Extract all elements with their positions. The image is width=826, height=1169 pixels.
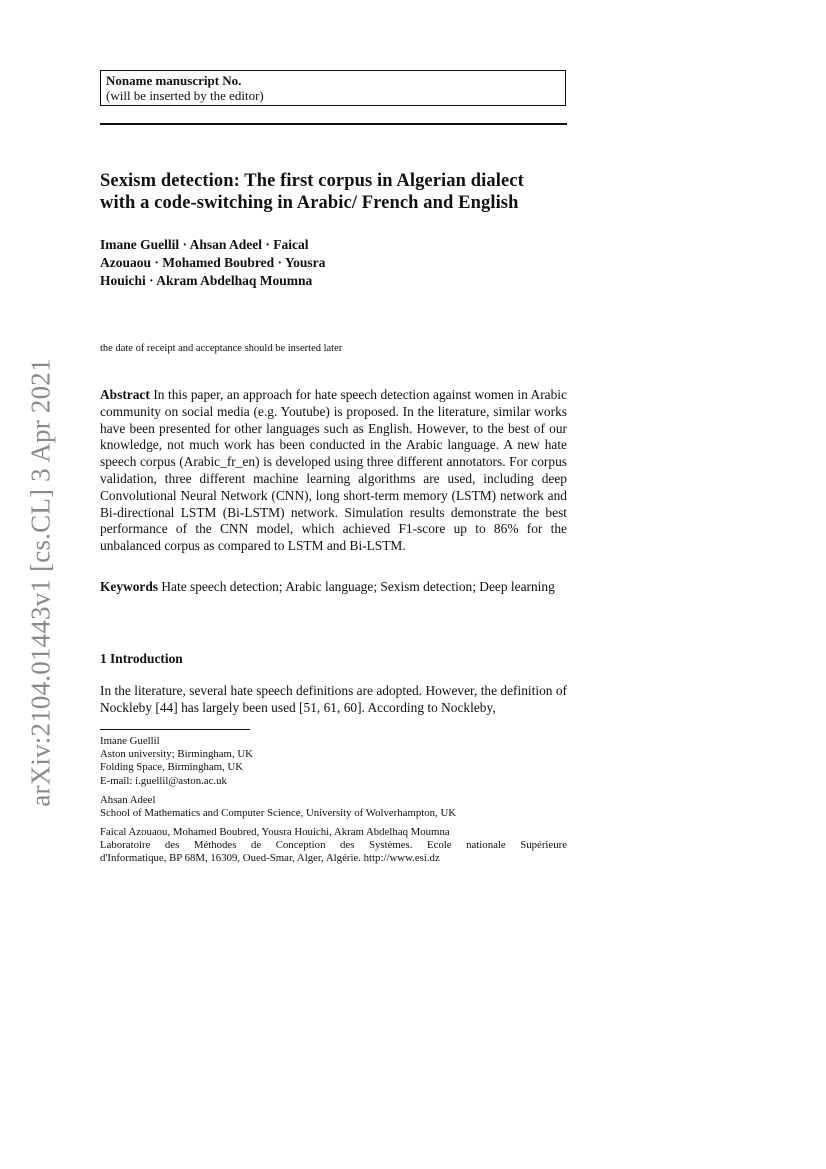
affiliation-1-email: E-mail: i.guellil@aston.ac.uk bbox=[100, 774, 227, 787]
affiliation-1-name: Imane Guellil bbox=[100, 735, 160, 747]
abstract-label: Abstract bbox=[100, 387, 150, 402]
authors-line-3: Houichi · Akram Abdelhaq Moumna bbox=[100, 273, 313, 288]
abstract-text: In this paper, an approach for hate speech detection against women in Arabic community on social media (e.g. Youtube) is proposed. In the literature, similar works have been presented for other languages such as English. However, to the best of our knowledge, not much work has been conducted in the Arabic language. A new hate speech corpus (Arabic_fr_en) is developed using three different annotators. For corpus validation, three different machine learning algorithms are used, including deep Convolutional Neural Network (CNN), long short-term memory (LSTM) network and Bi-directional LSTM (Bi-LSTM) network. Simulation results demonstrate the best performance of the CNN model, which achieved F1-score up to 86% for the unbalanced corpus as compared to LSTM and Bi-LSTM. bbox=[100, 387, 567, 554]
receipt-date-note: the date of receipt and acceptance should be inserted later bbox=[100, 343, 343, 354]
authors-line-2: Azouaou · Mohamed Boubred · Yousra bbox=[100, 255, 326, 270]
affiliation-3-line-2: Laboratoire des Méthodes de Conception des Systèmes. Ecole nationale Supérieure bbox=[100, 839, 567, 852]
title-line-2: with a code-switching in Arabic/ French and English bbox=[100, 193, 519, 213]
keywords-text: Hate speech detection; Arabic language; Sexism detection; Deep learning bbox=[161, 579, 555, 594]
abstract bbox=[100, 387, 567, 555]
author-list bbox=[100, 236, 570, 290]
affiliation-3-line-3: d'Informatique, BP 68M, 16309, Oued-Smar, Alger, Algérie. http://www.esi.dz bbox=[100, 852, 440, 865]
arxiv-identifier bbox=[16, 345, 66, 820]
affiliation-3 bbox=[100, 826, 567, 866]
keywords bbox=[100, 579, 567, 596]
keywords-label: Keywords bbox=[100, 579, 159, 594]
title-line-1: Sexism detection: The first corpus in Algerian dialect bbox=[100, 171, 524, 191]
affiliation-2-name: Ahsan Adeel bbox=[100, 794, 156, 806]
affiliation-2-line-2: School of Mathematics and Computer Science, University of Wolverhampton, UK bbox=[100, 807, 457, 820]
manuscript-header-box bbox=[100, 70, 566, 106]
affiliation-1-line-2: Aston university; Birmingham, UK bbox=[100, 748, 253, 761]
header-rule bbox=[100, 123, 567, 125]
affiliation-3-names: Faical Azouaou, Mohamed Boubred, Yousra Houichi, Akram Abdelhaq Moumna bbox=[100, 826, 450, 838]
manuscript-number: Noname manuscript No. bbox=[106, 73, 242, 88]
footnote-rule bbox=[100, 729, 250, 730]
authors-line-1: Imane Guellil · Ahsan Adeel · Faical bbox=[100, 237, 309, 252]
affiliation-1 bbox=[100, 735, 567, 788]
section-heading: 1 Introduction bbox=[100, 651, 183, 666]
editor-note: (will be inserted by the editor) bbox=[106, 88, 264, 103]
affiliation-2 bbox=[100, 794, 567, 820]
introduction-text: In the literature, several hate speech definitions are adopted. However, the definition of Nockleby [44] has largely been used [51, 61, 60]. According to Nockleby, bbox=[100, 683, 567, 715]
arxiv-identifier-text: arXiv:2104.01443v1 [cs.CL] 3 Apr 2021 bbox=[25, 358, 56, 807]
paper-title bbox=[100, 170, 570, 214]
affiliation-1-line-3: Folding Space, Birmingham, UK bbox=[100, 761, 244, 774]
